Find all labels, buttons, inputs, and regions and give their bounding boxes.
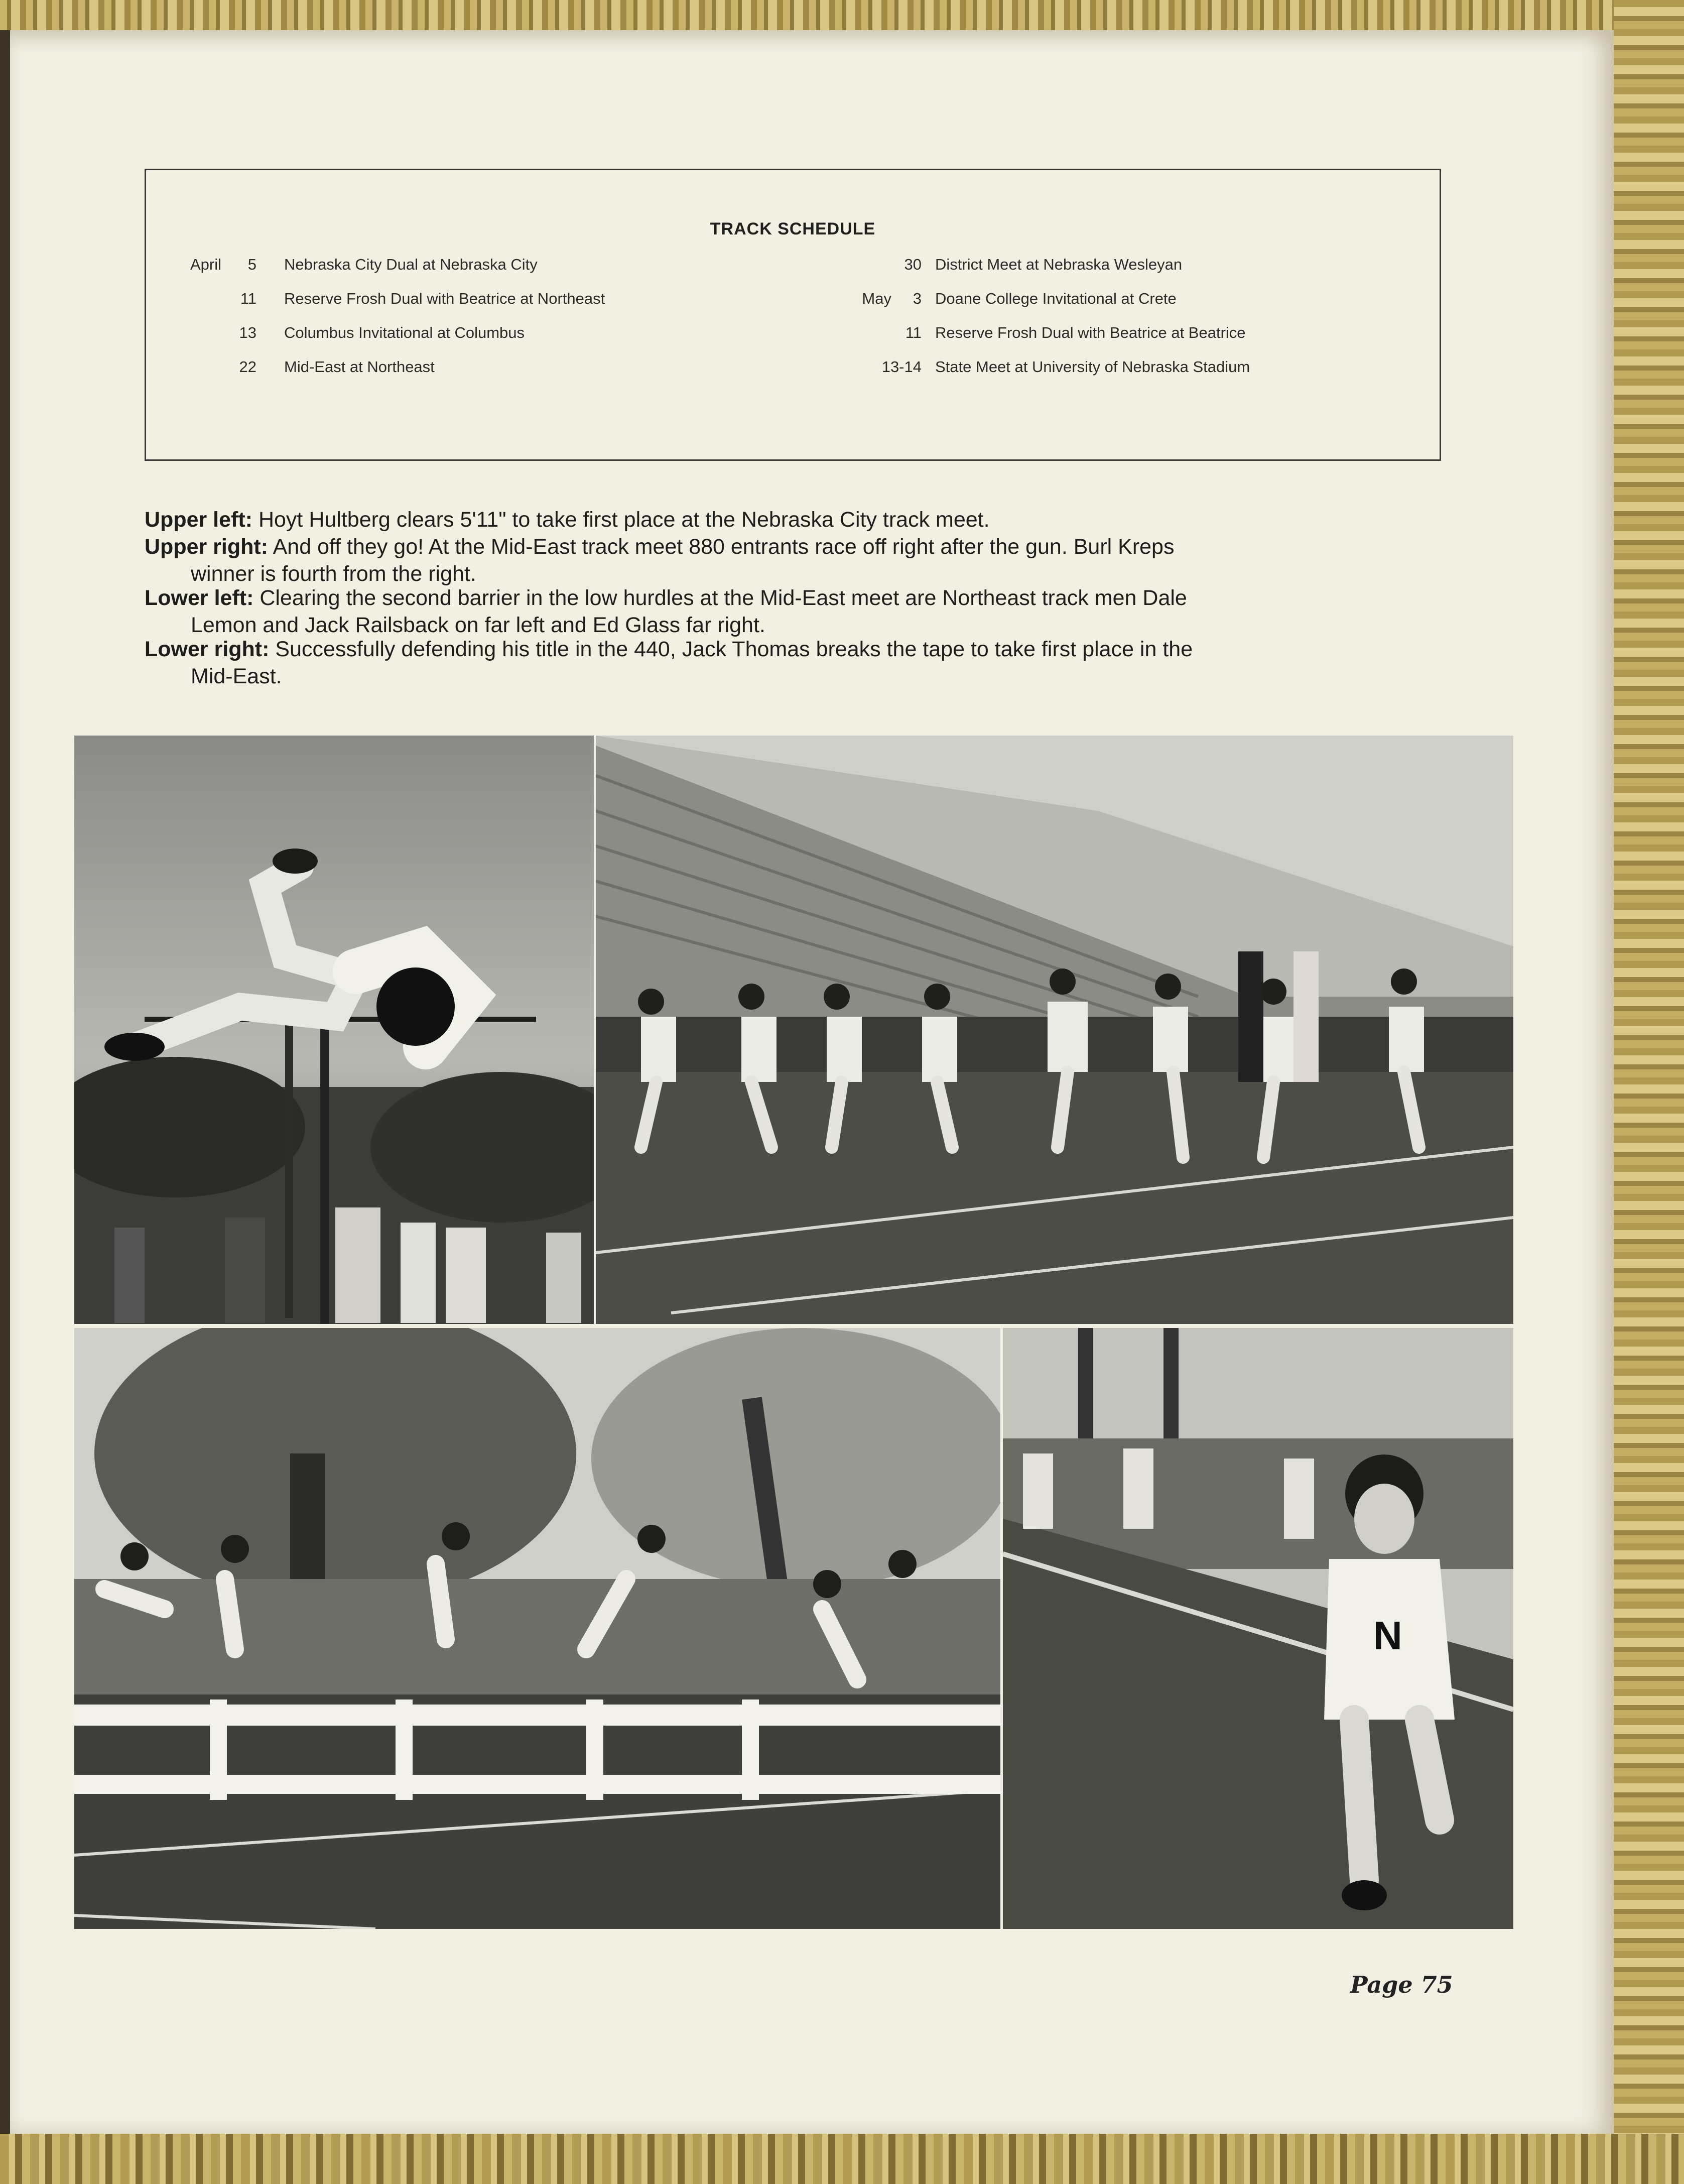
schedule-event: State Meet at University of Nebraska Stadium (935, 358, 1250, 376)
schedule-day: 30 (904, 256, 922, 273)
binding-bottom-edge (0, 2134, 1684, 2184)
schedule-title: TRACK SCHEDULE (710, 219, 876, 238)
page-number: Page 75 (1350, 1971, 1453, 1998)
caption-upper-left (145, 506, 1441, 533)
schedule-month: April (190, 256, 221, 273)
binding-top-edge (0, 0, 1684, 30)
yearbook-page (10, 30, 1614, 2134)
caption-label: Lower left: (145, 586, 254, 610)
caption-label: Upper left: (145, 508, 252, 532)
hurdles-photo (74, 1328, 1000, 1929)
schedule-event: Mid-East at Northeast (284, 358, 435, 376)
schedule-event: Columbus Invitational at Columbus (284, 324, 525, 341)
caption-text-continued: winner is fourth from the right. (191, 562, 476, 586)
caption-text: And off they go! At the Mid-East track meet 880 entrants race off right after the gun. Burl Kreps (273, 535, 1175, 559)
schedule-day: 5 (247, 256, 256, 273)
caption-lower-right (145, 636, 1441, 690)
caption-label: Upper right: (145, 535, 269, 559)
caption-text: Hoyt Hultberg clears 5'11" to take first place at the Nebraska City track meet. (258, 508, 990, 532)
schedule-day: 11 (240, 290, 256, 307)
schedule-event: Reserve Frosh Dual with Beatrice at Northeast (284, 290, 605, 307)
schedule-event: District Meet at Nebraska Wesleyan (935, 256, 1183, 273)
caption-lower-left (145, 584, 1441, 639)
race-start-photo (596, 736, 1513, 1324)
track-schedule-box (145, 169, 1441, 461)
caption-text-continued: Mid-East. (191, 664, 282, 688)
schedule-day: 13 (239, 324, 256, 341)
schedule-day: 22 (239, 358, 256, 376)
caption-upper-right (145, 533, 1441, 587)
binding-right-edge (1614, 0, 1684, 2184)
schedule-event: Doane College Invitational at Crete (935, 290, 1177, 307)
schedule-event: Nebraska City Dual at Nebraska City (284, 256, 538, 273)
caption-text: Successfully defending his title in the 440, Jack Thomas breaks the tape to take first place in the (275, 637, 1193, 661)
schedule-day: 13-14 (881, 358, 922, 376)
finish-line-photo (1003, 1328, 1513, 1929)
jersey-letter-n: N (1373, 1613, 1402, 1658)
schedule-day: 11 (905, 324, 922, 341)
caption-text: Clearing the second barrier in the low hurdles at the Mid-East meet are Northeast track men Dale (260, 586, 1187, 610)
schedule-event: Reserve Frosh Dual with Beatrice at Beatrice (935, 324, 1246, 341)
caption-text-continued: Lemon and Jack Railsback on far left and Ed Glass far right. (191, 613, 765, 637)
high-jump-photo (74, 736, 594, 1324)
schedule-month: May (862, 290, 891, 307)
caption-label: Lower right: (145, 637, 270, 661)
schedule-day: 3 (913, 290, 922, 307)
